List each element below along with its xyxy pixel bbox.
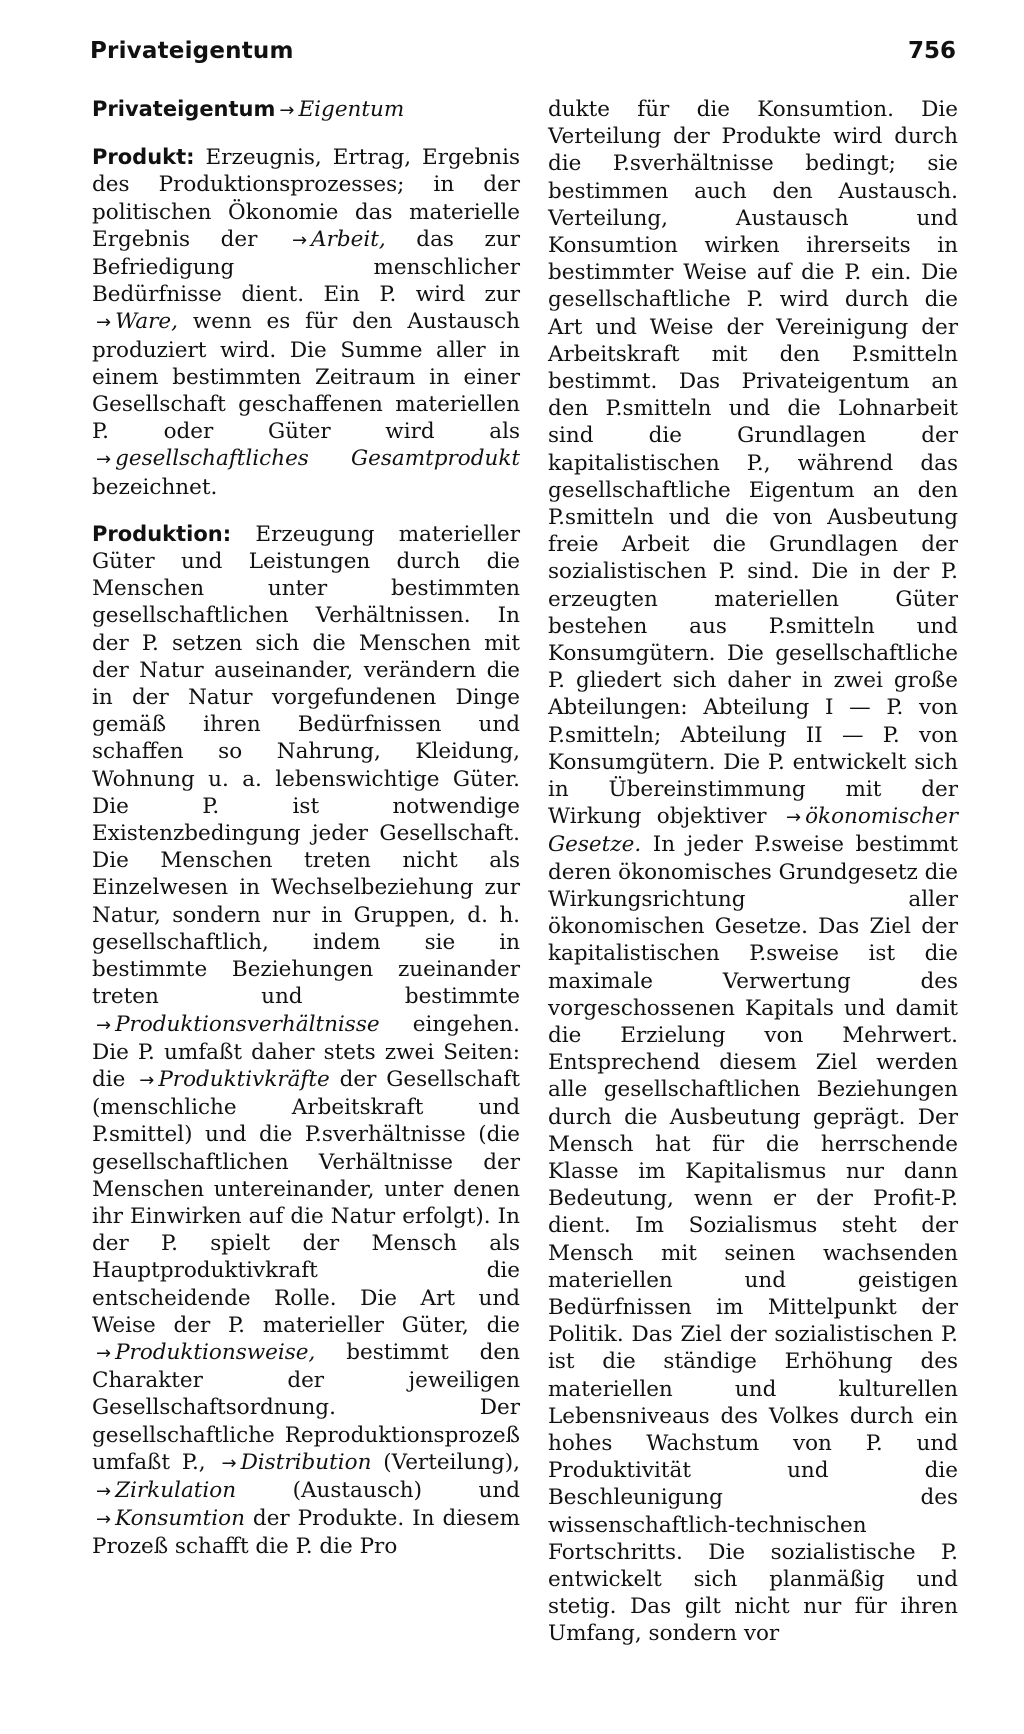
cross-reference: Zirkulation xyxy=(115,1477,237,1503)
arrow-right-icon: → xyxy=(221,1452,237,1474)
definition-text: bezeichnet. xyxy=(92,474,218,500)
definition-text: der Produkte. In diesem Prozeß schafft die P. die Pro xyxy=(92,1506,520,1560)
arrow-right-icon: → xyxy=(96,312,112,334)
headword: Produktion: xyxy=(92,521,232,546)
running-head: Privateigentum xyxy=(90,38,294,64)
arrow-right-icon: → xyxy=(786,807,802,829)
entry-produktion-text xyxy=(92,521,520,1561)
definition-text: (Verteilung), xyxy=(371,1449,520,1475)
arrow-right-icon: → xyxy=(279,100,295,121)
entry-produkt-text xyxy=(92,144,520,501)
definition-text: das zur Befriedigung menschlicher Bedürfnisse dient. Ein P. wird zur xyxy=(92,226,520,308)
definition-text: eingehen. Die P. umfaßt daher stets zwei Seiten: die xyxy=(92,1011,520,1092)
arrow-right-icon: → xyxy=(139,1069,155,1091)
definition-text: (Austausch) und xyxy=(236,1477,520,1503)
entry-privateigentum-text xyxy=(92,96,520,124)
arrow-right-icon: → xyxy=(96,1509,112,1531)
definition-text: dukte für die Konsumtion. Die Verteilung der Produkte wird durch die P.sverhältnisse bedingt; sie bestimmen auch den Austausch. Verteilung, Austausch und Konsumtion wirken ihrerseits in bestimmter Weise auf die P. ein. Die gesellschaftliche P. wird durch die Art und Weise der Vereinigung der Arbeitskraft mit den P.smitteln bestimmt. Das Privateigentum an den P.smitteln und die Lohnarbeit sind die Grundlagen der kapitalistischen P., während das gesellschaftliche Eigentum an den P.smitteln und die von Ausbeutung freie Arbeit die Grundlagen der sozialistischen P. sind. Die in der P. erzeugten materiellen Güter bestehen aus P.smitteln und Konsumgütern. Die gesellschaftliche P. gliedert sich daher in zwei große Abteilungen: Abteilung I — P. von P.smitteln; Abteilung II — P. von Konsumgütern. Die P. entwickelt sich in Übereinstimmung mit der Wirkung objektiver xyxy=(548,97,958,830)
entry-privateigentum xyxy=(92,96,520,124)
entry-produktion xyxy=(92,521,520,1561)
arrow-right-icon: → xyxy=(96,1480,112,1502)
arrow-right-icon: → xyxy=(96,1014,112,1036)
cross-reference: Konsumtion xyxy=(115,1506,245,1532)
entry-produktion-continued-text xyxy=(548,96,958,1648)
cross-reference: Distribution xyxy=(240,1449,372,1475)
definition-text: wenn es für den Austausch produziert wird. Die Summe aller in einem bestimmten Zeitraum in einer Gesellschaft geschaffenen materiellen P. oder Güter wird als xyxy=(92,309,520,445)
arrow-right-icon: → xyxy=(96,1342,112,1364)
definition-text: Erzeugung materieller Güter und Leistungen durch die Menschen unter bestimmten gesellschaftlichen Verhältnissen. In der P. setzen sich die Menschen mit der Natur auseinander, verändern die in der Natur vorgefundenen Dinge gemäß ihren Bedürfnissen und schaffen so Nahrung, Kleidung, Wohnung u. a. lebenswichtige Güter. Die P. ist notwendige Existenzbedingung jeder Gesellschaft. Die Menschen treten nicht als Einzelwesen in Wechselbeziehung zur Natur, sondern nur in Gruppen, d. h. gesellschaftlich, indem sie in bestimmte Beziehungen zueinander treten und bestimmte xyxy=(92,521,520,1010)
cross-reference: Eigentum xyxy=(298,97,405,122)
entry-produkt xyxy=(92,144,520,501)
definition-text: bestimmt den Charakter der jeweiligen Gesellschaftsordnung. Der gesellschaftliche Reproduktionsprozeß umfaßt P., xyxy=(92,1339,520,1475)
page-number: 756 xyxy=(907,38,956,64)
definition-text: der Gesellschaft (menschliche Arbeitskraft und P.smittel) und die P.sverhältnisse (die gesellschaftlichen Verhältnisse der Menschen untereinander, unter denen ihr Einwirken auf die Natur erfolgt). In der P. spielt der Mensch als Hauptproduktivkraft die entscheidende Rolle. Die Art und Weise der P. materieller Güter, die xyxy=(92,1066,520,1338)
headword: Produkt: xyxy=(92,145,195,170)
arrow-right-icon: → xyxy=(291,229,308,251)
headword: Privateigentum xyxy=(92,97,276,121)
cross-reference: Produktionsweise, xyxy=(115,1339,316,1365)
cross-reference: Ware, xyxy=(115,309,178,335)
entry-produktion-continued xyxy=(548,96,958,1648)
arrow-right-icon: → xyxy=(96,449,112,471)
cross-reference: gesellschaftliches Gesamtprodukt xyxy=(115,446,520,472)
cross-reference: Produktivkräfte xyxy=(158,1066,330,1092)
definition-text: Erzeugnis, Ertrag, Ergebnis des Produktionsprozesses; in der politischen Ökonomie das materielle Ergebnis der xyxy=(92,145,520,252)
cross-reference: ökonomischer Gesetze. xyxy=(548,804,958,858)
cross-reference: Produktionsverhältnisse xyxy=(115,1011,380,1037)
left-column xyxy=(92,96,520,1581)
right-column xyxy=(548,96,958,1668)
cross-reference: Arbeit, xyxy=(311,226,386,252)
definition-text: In jeder P.sweise bestimmt deren ökonomisches Grundgesetz die Wirkungsrichtung aller ökonomischen Gesetze. Das Ziel der kapitalistischen P.sweise ist die maximale Verwertung des vorgeschossenen Kapitals und damit die Erzielung von Mehrwert. Entsprechend diesem Ziel werden alle gesellschaftlichen Beziehungen durch die Ausbeutung geprägt. Der Mensch hat für die herrschende Klasse im Kapitalismus nur dann Bedeutung, wenn er der Profit-P. dient. Im Sozialismus steht der Mensch mit seinen wachsenden materiellen und geistigen Bedürfnissen im Mittelpunkt der Politik. Das Ziel der sozialistischen P. ist die ständige Erhöhung des materiellen und kulturellen Lebensniveaus des Volkes durch ein hohes Wachstum von P. und Produktivität und die Beschleunigung des wissenschaftlich-technischen Fortschritts. Die sozialistische P. entwickelt sich planmäßig und stetig. Das gilt nicht nur für ihren Umfang, sondern vor xyxy=(548,832,958,1647)
